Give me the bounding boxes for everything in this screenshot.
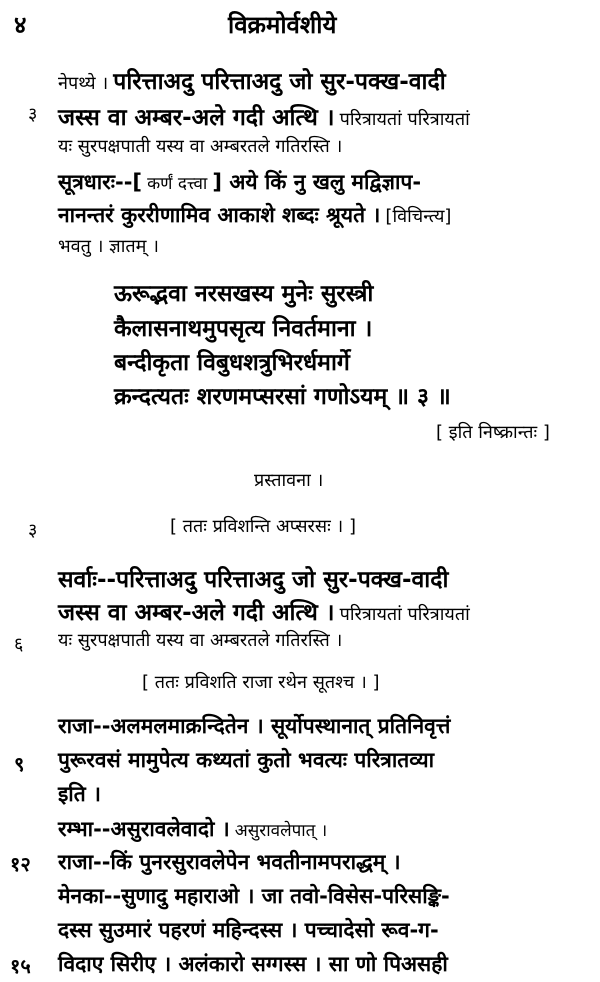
line-number: १२	[10, 852, 31, 876]
prakrit-text: परित्ताअदु परित्ताअदु जो सुर-पक्ख-वादी	[113, 69, 446, 95]
stage-label: नेपथ्ये ।	[58, 73, 109, 94]
prakrit-text: जस्स वा अम्बर-अले गदी अत्थि ।	[58, 600, 335, 626]
dialogue-text: पुरूरवसं मामुपेत्य कथ्यतां कुतो भवत्यः परित्रातव्या	[58, 748, 435, 772]
sanskrit-gloss: असुरावलेपात् ।	[234, 821, 328, 841]
dialogue-text: राजा--अलमलमाक्रन्दितेन । सूर्योपस्थानात् प्रतिनिवृत्तं	[58, 714, 451, 738]
text-line	[58, 201, 451, 229]
dialogue-text: ] अये किं नु खलु मद्विज्ञाप-	[212, 170, 422, 194]
sanskrit-gloss: परित्रायतां परित्रायतां	[339, 109, 470, 130]
dialogue-text: मेनका--सुणादु महाराओ । जा तवो-विसेस-परिसङ्कि-	[58, 884, 450, 908]
dialogue-text: दस्स सुउमारं पहरणं महिन्दस्स । पच्चादेसो रूव-ग-	[58, 918, 439, 942]
line-number: १५	[10, 954, 31, 978]
sanskrit-gloss: यः सुरपक्षपाती यस्य वा अम्बरतले गतिरस्ति ।	[58, 630, 343, 651]
sanskrit-gloss: यः सुरपक्षपाती यस्य वा अम्बरतले गतिरस्ति ।	[58, 136, 343, 157]
text-line	[58, 815, 327, 843]
text-line	[58, 64, 446, 96]
sanskrit-gloss: परित्रायतां परित्रायतां	[339, 604, 470, 625]
line-number: ९	[14, 752, 25, 776]
line-number: ३	[28, 104, 38, 125]
verse-line: कैलासनाथमुपसृत्य निवर्तमाना ।	[114, 316, 373, 342]
section-heading: प्रस्तावना ।	[254, 470, 324, 491]
stage-direction: [ ततः प्रविशति राजा रथेन सूतश्च । ]	[142, 672, 380, 693]
dialogue-text: सर्वाः--परित्ताअदु परित्ताअदु जो सुर-पक्ख-वादी	[58, 567, 449, 593]
text-line	[58, 595, 470, 627]
text-line	[58, 100, 470, 132]
dialogue-text: इति ।	[58, 782, 101, 806]
dialogue-text: राजा--किं पुनरसुरावलेपेन भवतीनामपराद्धम् ।	[58, 850, 401, 874]
dialogue-text: विदाए सिरीए । अलंकारो सग्गस्स । सा णो पिअसही	[58, 952, 448, 976]
verse-line: बन्दीकृता विबुधशत्रुभिरर्धमार्गे	[114, 350, 350, 376]
dialogue-text: नानन्तरं कुररीणामिव आकाशे शब्दः श्रूयते ।	[58, 203, 381, 227]
verse-line: क्रन्दत्यतः शरणमप्सरसां गणोऽयम् ॥ ३ ॥	[114, 384, 451, 410]
stage-direction: [ ततः प्रविशन्ति अप्सरसः । ]	[170, 516, 356, 537]
stage-direction: कर्णं दत्त्वा	[147, 174, 208, 194]
dialogue-text: भवतु । ज्ञातम् ।	[58, 236, 159, 257]
text-line	[58, 168, 421, 196]
verse-line: ऊरूद्भवा नरसखस्य मुनेः सुरस्त्री	[114, 281, 374, 307]
page-number: ४	[14, 11, 27, 39]
dialogue-text: रम्भा--असुरावलेवादो ।	[58, 817, 230, 841]
line-number: ६	[14, 634, 24, 655]
prakrit-text: जस्स वा अम्बर-अले गदी अत्थि ।	[58, 105, 335, 131]
stage-direction: [ इति निष्क्रान्तः ]	[436, 422, 550, 443]
line-number: ३	[28, 520, 38, 541]
stage-direction: [विचिन्त्य]	[385, 206, 452, 227]
speaker-label: सूत्रधारः--[	[58, 170, 143, 194]
page-title: विक्रमोर्वशीये	[228, 11, 337, 39]
